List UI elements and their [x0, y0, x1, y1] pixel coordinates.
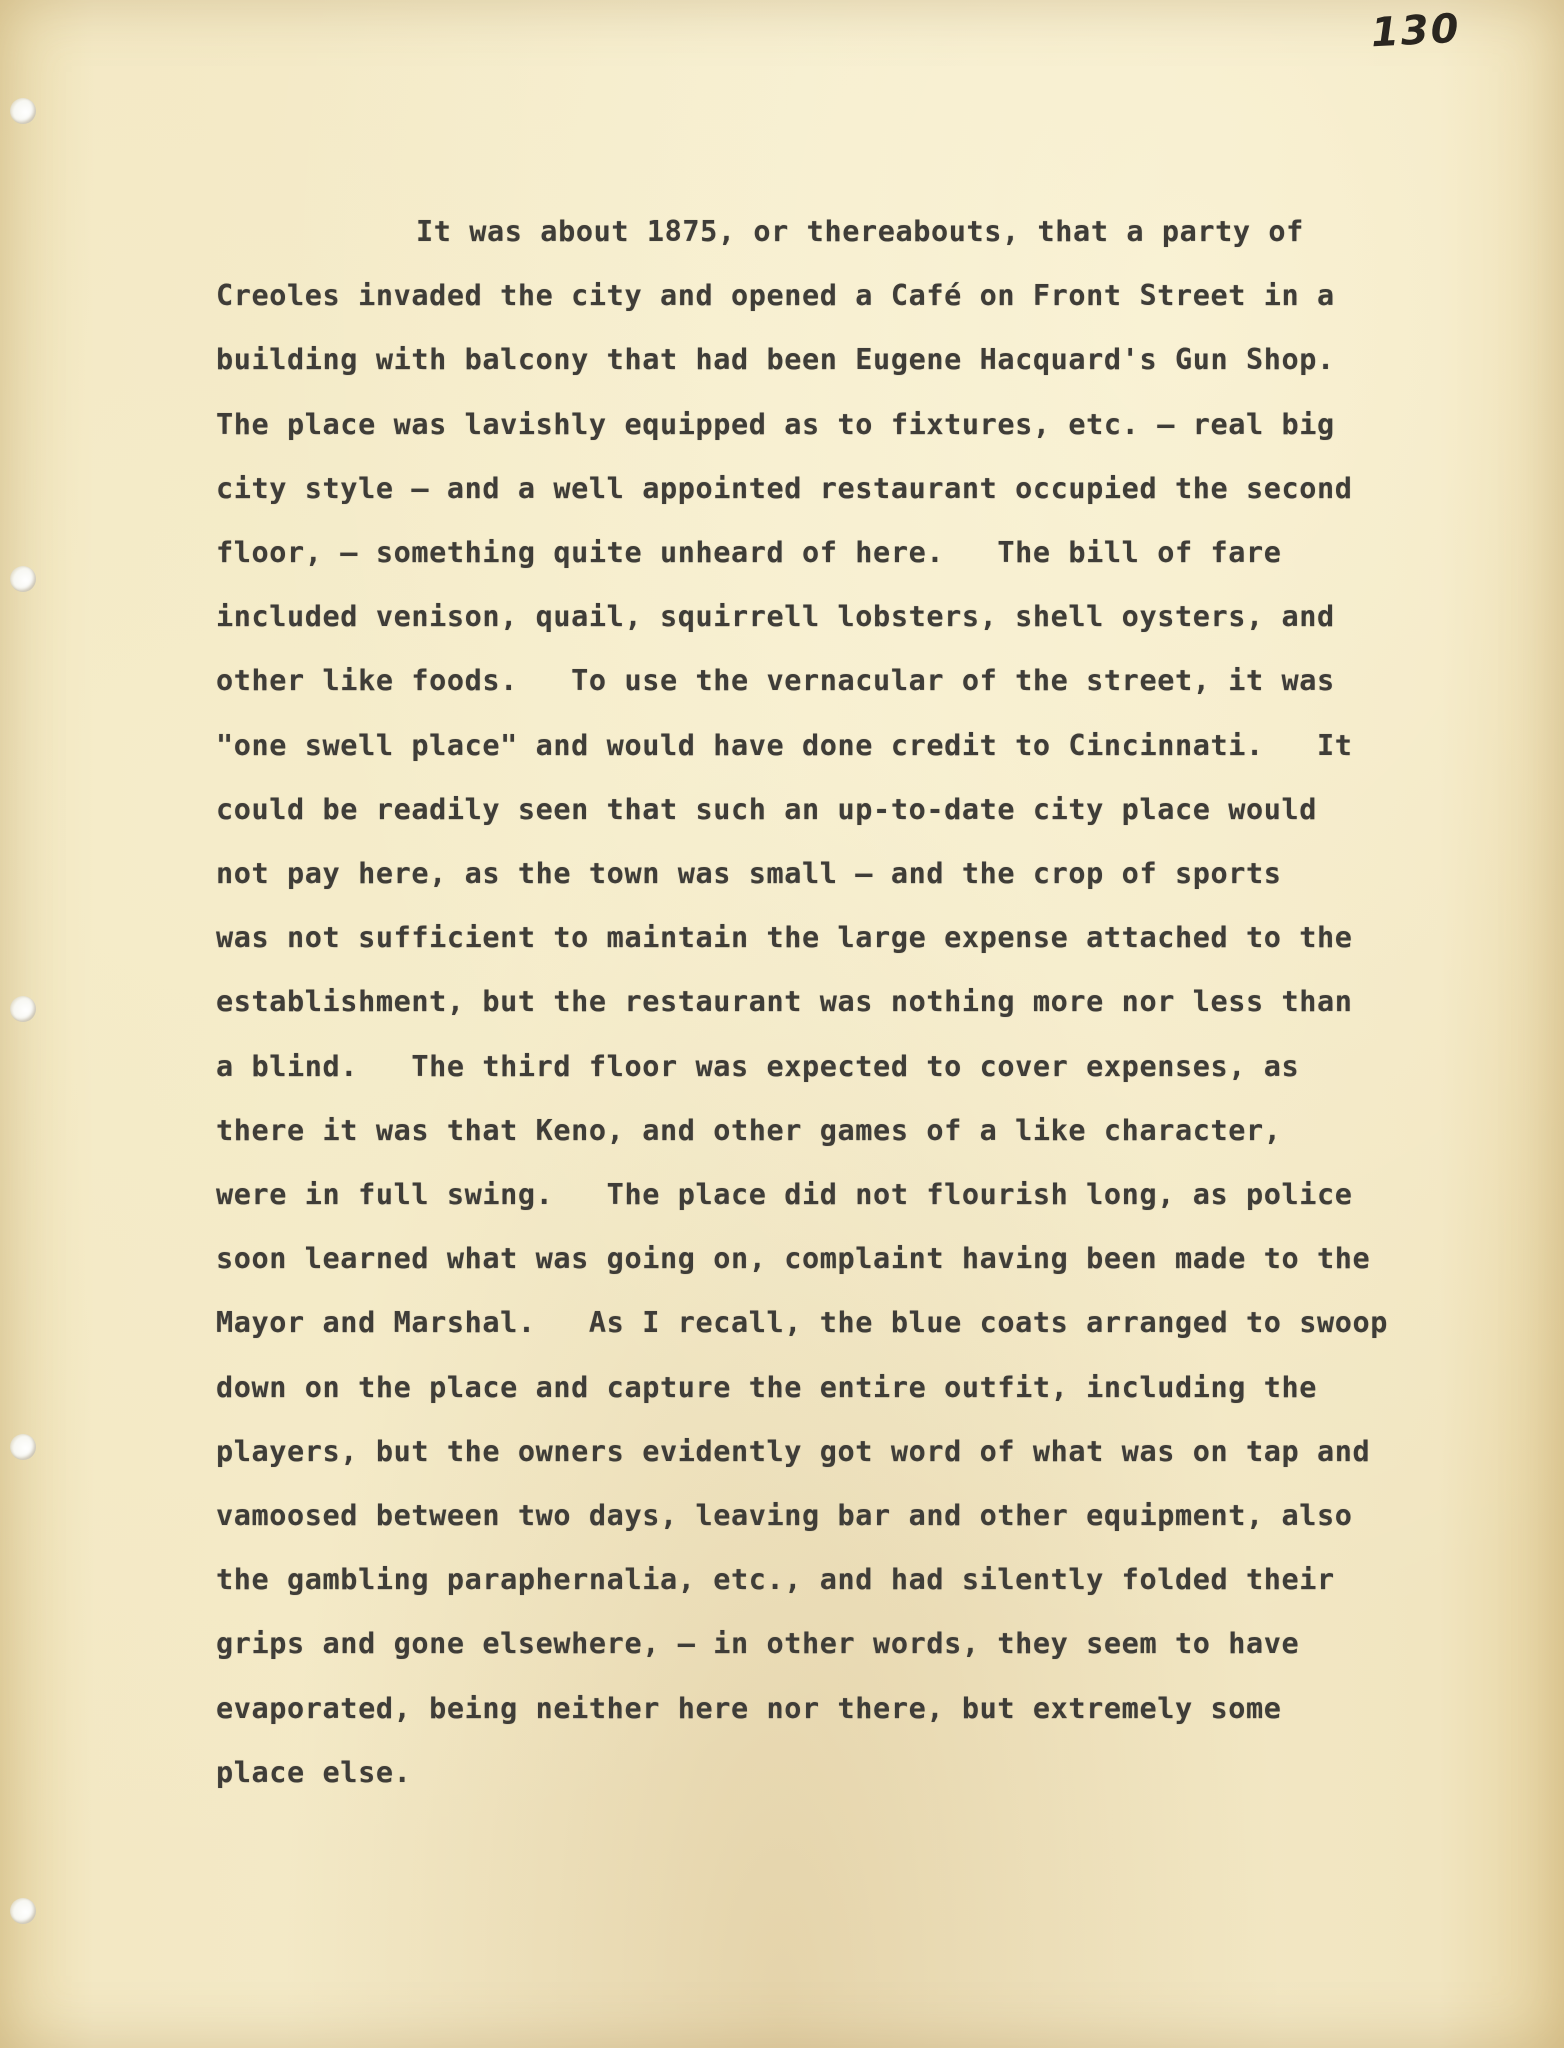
punch-hole-4 [10, 1434, 36, 1460]
text-line: floor, — something quite unheard of here. The bill of fare [216, 536, 1282, 570]
text-line: "one swell place" and would have done credit to Cincinnati. It [216, 728, 1353, 762]
typewritten-paragraph [216, 200, 1506, 1805]
text-line: place else. [216, 1755, 412, 1789]
text-line: included venison, quail, squirrell lobsters, shell oysters, and [216, 600, 1335, 634]
text-line: soon learned what was going on, complaint having been made to the [216, 1242, 1371, 1276]
text-line: building with balcony that had been Eugene Hacquard's Gun Shop. [216, 343, 1335, 377]
text-line: down on the place and capture the entire outfit, including the [216, 1370, 1318, 1404]
punch-hole-5 [10, 1898, 36, 1924]
text-line: It was about 1875, or thereabouts, that a party of [416, 215, 1304, 248]
text-line: vamoosed between two days, leaving bar and other equipment, also [216, 1499, 1353, 1533]
text-line: players, but the owners evidently got word of what was on tap and [216, 1434, 1371, 1468]
text-line: was not sufficient to maintain the large expense attached to the [216, 921, 1353, 955]
text-line: not pay here, as the town was small — and the crop of sports [216, 857, 1282, 891]
text-line: city style — and a well appointed restaurant occupied the second [216, 471, 1353, 505]
text-line: other like foods. To use the vernacular of the street, it was [216, 664, 1335, 698]
text-line: establishment, but the restaurant was nothing more nor less than [216, 985, 1353, 1019]
punch-hole-2 [10, 566, 36, 592]
text-line: The place was lavishly equipped as to fixtures, etc. — real big [216, 407, 1335, 441]
text-line: Mayor and Marshal. As I recall, the blue coats arranged to swoop [216, 1306, 1389, 1340]
handwritten-page-number: 130 [1369, 5, 1462, 57]
text-line: were in full swing. The place did not flourish long, as police [216, 1178, 1353, 1212]
punch-hole-3 [10, 996, 36, 1022]
text-line: could be readily seen that such an up-to-date city place would [216, 792, 1318, 826]
text-line: a blind. The third floor was expected to cover expenses, as [216, 1049, 1300, 1083]
text-line: Creoles invaded the city and opened a Café on Front Street in a [216, 279, 1335, 313]
punch-hole-1 [10, 98, 36, 124]
text-line: the gambling paraphernalia, etc., and had silently folded their [216, 1563, 1335, 1597]
text-line: there it was that Keno, and other games of a like character, [216, 1113, 1282, 1147]
text-line: evaporated, being neither here nor there, but extremely some [216, 1691, 1282, 1725]
text-line: grips and gone elsewhere, — in other words, they seem to have [216, 1627, 1300, 1661]
